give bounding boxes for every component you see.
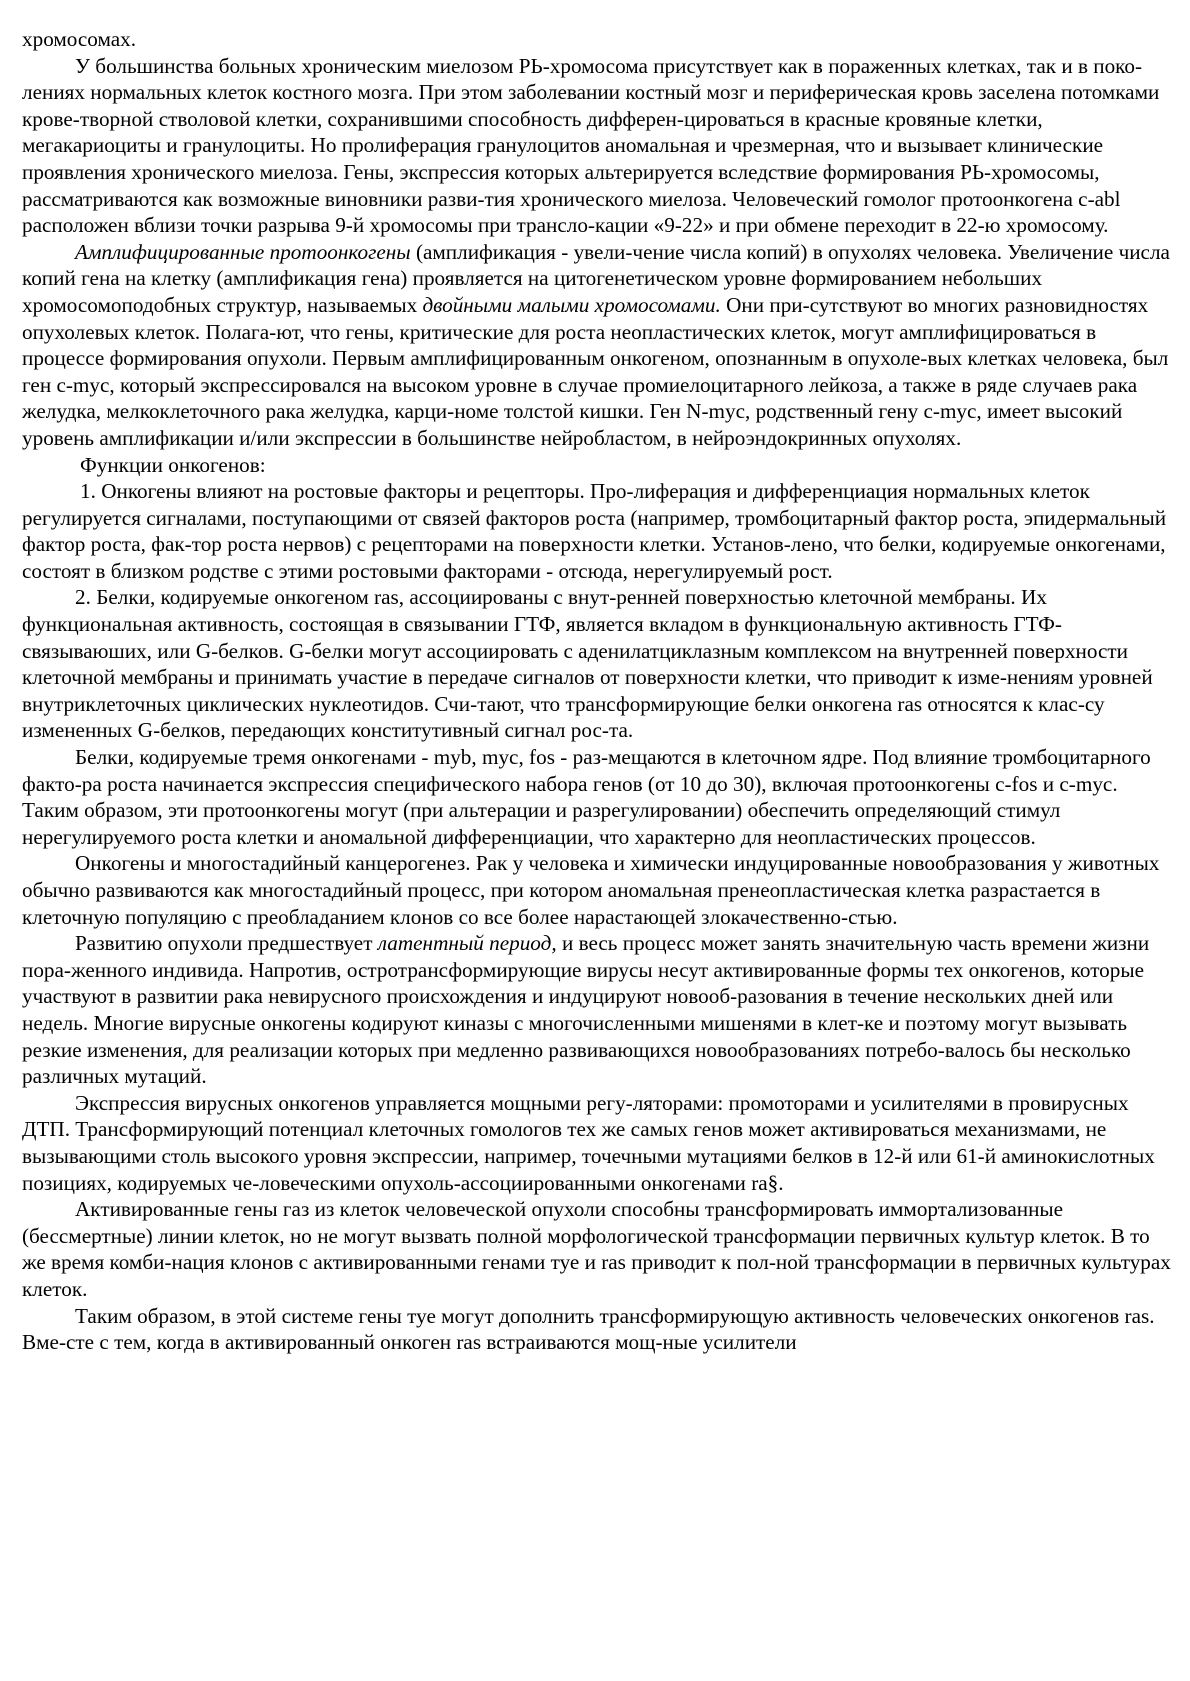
text-segment: У большинства больных хроническим миелозом РЬ-хромосома присутствует как в пораженных клетках, так и в поко-лениях нормальных клеток костного мозга. При этом заболевании костный мозг и периферическая кровь заселена потомками крове-творной стволовой клетки, сохранившими способность дифферен-цироваться в красные кровяные клетки, мегакариоциты и гранулоциты. Но пролиферация гранулоцитов аномальная и чрезмерная, что и вызывает клинические проявления хронического миелоза. Гены, экспрессия которых альтерируется вследствие формирования РЬ-хромосомы, рассматриваются как возможные виновники разви-тия хронического миелоза. Человеческий гомолог протоонкогена c-abl расположен вблизи точки разрыва 9-й хромосомы при трансло-кации «9-22» и при обмене переходит в 22-ю хромосому. — [22, 53, 1160, 238]
paragraph-continuation — [22, 26, 1172, 53]
text-segment: Экспрессия вирусных онкогенов управляется мощными регу-ляторами: промоторами и усилителями в провирусных ДТП. Трансформирующий потенциал клеточных гомологов тех же самых генов может активироваться механизмами, не вызывающими столь высокого уровня экспрессии, например, точечными мутациями белков в 12-й или 61-й аминокислотных позициях, кодируемых че-ловеческими опухоль-ассоциированными онкогенами ra§. — [22, 1090, 1155, 1195]
text-segment: 1. Онкогены влияют на ростовые факторы и рецепторы. Про-лиферация и дифференциация нормальных клеток регулируется сигналами, поступающими от связей факторов роста (например, тромбоцитарный фактор роста, эпидермальный фактор роста, фак-тор роста нервов) с рецепторами на поверхности клетки. Установ-лено, что белки, кодируемые онкогенами, состоят в близком родстве с этими ростовыми факторами - отсюда, нерегулируемый рост. — [22, 479, 1167, 583]
paragraph-nuclear-proteins — [22, 744, 1172, 850]
paragraph-multistage-carcinogenesis — [22, 850, 1172, 930]
paragraph-conclusion — [22, 1303, 1172, 1356]
italic-term: двойными малыми хромосомами. — [422, 292, 721, 317]
document-page — [22, 26, 1172, 1356]
text-segment: Они при-сутствуют во многих разновидностях опухолевых клеток. Полага-ют, что гены, критические для роста неопластических клеток, могут амплифицироваться в процессе формирования опухоли. Первым амплифицированным онкогеном, опознанным в опухоле-вых клетках человека, был ген c-myc, который экспрессировался на высоком уровне в случае промиелоцитарного лейкоза, а также в ряде случаев рака желудка, мелкоклеточного рака желудка, карци-номе толстой кишки. Ген N-myc, родственный гену c-myc, имеет высокий уровень амплификации и/или экспрессии в большинстве нейробластом, в нейроэндокринных опухолях. — [22, 292, 1169, 450]
italic-term: Амплифицированные протоонкогены — [75, 239, 411, 264]
paragraph-viral-oncogene-expression — [22, 1090, 1172, 1196]
paragraph-activated-genes — [22, 1196, 1172, 1302]
text-segment: Активированные гены газ из клеток человеческой опухоли способны трансформировать иммортализованные (бессмертные) линии клеток, но не могут вызвать полной морфологической трансформации первичных культур клеток. В то же время комби-нация клонов с активированными генами туе и ras приводит к пол-ной трансформации в первичных культурах клеток. — [22, 1197, 1171, 1301]
text-segment: (амплификация - увели-чение числа копий) в опухолях человека. Увеличение числа копий гена на клетку (амплификация гена) проявляется на цитогенетическом уровне формированием небольших хромосомоподобных структур, называемых — [22, 239, 1170, 317]
paragraph-function-2 — [22, 584, 1172, 744]
text-segment: Таким образом, в этой системе гены туе могут дополнить трансформирующую активность человеческих онкогенов ras. Вме-сте с тем, когда в активированный онкоген ras встраиваются мощ-ные усилители — [22, 1303, 1155, 1355]
paragraph-amplified-protooncogenes — [22, 239, 1172, 452]
text-segment: Онкогены и многостадийный канцерогенез. Рак у человека и химически индуцированные новообразования у животных обычно развиваются как многостадийный процесс, при котором аномальная пренеопластическая клетка разрастается в клеточную популяцию с преобладанием клонов со все более нарастающей злокачественно-стью. — [22, 851, 1160, 929]
text-segment: хромосомах. — [22, 27, 137, 51]
italic-term: латентный период, — [377, 931, 557, 956]
text-segment: Белки, кодируемые тремя онкогенами - myb, myc, fos - раз-мещаются в клеточном ядре. Под влияние тромбоцитарного факто-ра роста начинается экспрессия специфического набора генов (от 10 до 30), включая протоонкогены c-fos и c-myc. Таким образом, эти протоонкогены могут (при альтерации и разрегулировании) обеспечить определяющий стимул нерегулируемого роста клетки и аномальной дифференциации, что характерно для неопластических процессов. — [22, 745, 1151, 849]
text-segment: Функции онкогенов: — [80, 452, 266, 477]
text-segment: 2. Белки, кодируемые онкогеном ras, ассоциированы с внут-ренней поверхностью клеточной мембраны. Их функциональная активность, состоящая в связывании ГТФ, является вкладом в функциональную активность ГТФ-связываюших, или G-белков. G-белки могут ассоциировать с аденилатциклазным комплексом на внутренней поверхности клеточной мембраны и принимать участие в передаче сигналов от поверхности клетки, что приводит к изме-нениям уровней внутриклеточных циклических нуклеотидов. Счи-тают, что трансформирующие белки онкогена ras относятся к клас-су измененных G-белков, передающих конститутивный сигнал рос-та. — [22, 585, 1153, 743]
paragraph-chronic-myelosis — [22, 53, 1172, 239]
paragraph-oncogene-functions-heading — [22, 452, 1172, 479]
paragraph-function-1 — [22, 478, 1172, 584]
paragraph-latent-period — [22, 930, 1172, 1090]
text-segment: и весь процесс может занять значительную часть времени жизни пора-женного индивида. Напротив, остротрансформирующие вирусы несут активированные формы тех онкогенов, которые участвуют в развитии рака невирусного происхождения и индуцируют новооб-разования в течение нескольких дней или недель. Многие вирусные онкогены кодируют киназы с многочисленными мишенями в клет-ке и поэтому могут вызывать резкие изменения, для реализации которых при медленно развивающихся новообразованиях потребо-валось бы несколько различных мутаций. — [22, 931, 1150, 1089]
text-segment: Развитию опухоли предшествует — [75, 931, 378, 956]
